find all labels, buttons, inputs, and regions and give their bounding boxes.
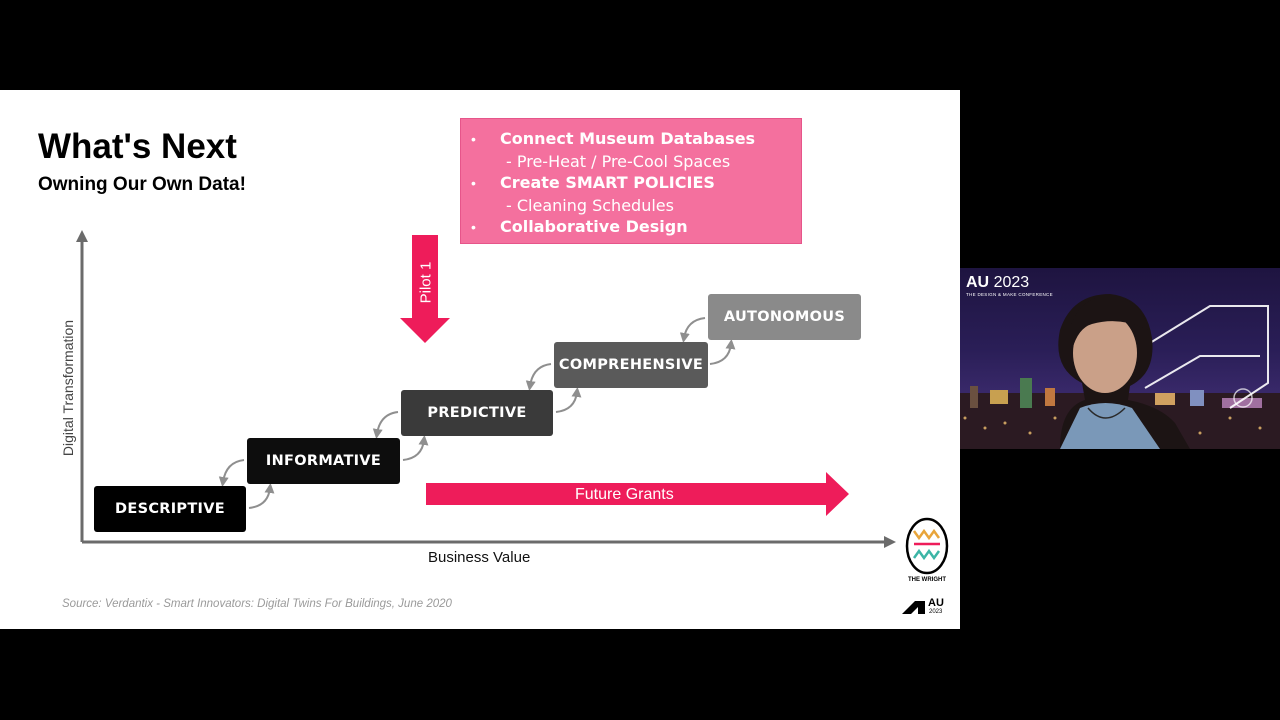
wright-logo-text: THE WRIGHT [908,577,946,583]
presentation-slide [0,90,960,629]
x-axis-arrowhead [884,536,896,548]
conference-brand: AU 2023 [966,274,1030,291]
pilot-arrow-label: Pilot 1 [417,261,435,304]
stair-informative: INFORMATIVE [247,438,400,484]
connector-up-icon [710,344,731,364]
au-logo-icon [902,601,925,614]
slide-title: What's Next [38,127,237,166]
connector-up-icon [403,440,424,460]
au-logo-year: 2023 [929,609,943,615]
connector-up-icon [556,392,577,412]
pink-subitem-1: - Pre-Heat / Pre-Cool Spaces [506,152,731,171]
slide-subtitle: Owning Our Own Data! [38,174,246,195]
conference-subtitle: THE DESIGN & MAKE CONFERENCE [966,292,1053,297]
au-logo-text: AU [928,597,944,609]
connector-up-icon [249,488,270,508]
bullet-icon: • [471,219,476,235]
x-axis-label: Business Value [428,549,531,566]
pink-item-3: Collaborative Design [500,217,688,236]
bullet-icon: • [471,131,476,147]
pink-item-2: Create SMART POLICIES [500,173,715,192]
stair-predictive: PREDICTIVE [401,390,553,436]
y-axis-label: Digital Transformation [60,319,76,457]
connector-back-icon [530,364,551,386]
bullet-icon: • [471,175,476,191]
stair-autonomous: AUTONOMOUS [708,294,861,340]
pink-item-1: Connect Museum Databases [500,129,756,148]
source-citation: Source: Verdantix - Smart Innovators: Digital Twins For Buildings, June 2020 [62,598,452,610]
wright-logo-icon [907,519,947,573]
stair-descriptive: DESCRIPTIVE [94,486,246,532]
connector-back-icon [223,460,244,482]
connector-back-icon [377,412,398,434]
stair-comprehensive: COMPREHENSIVE [554,342,708,388]
pink-subitem-2: - Cleaning Schedules [506,196,674,215]
speaker-video-feed [960,268,1280,449]
y-axis-arrowhead [76,230,88,242]
future-grants-label: Future Grants [575,486,674,503]
connector-back-icon [684,318,705,338]
